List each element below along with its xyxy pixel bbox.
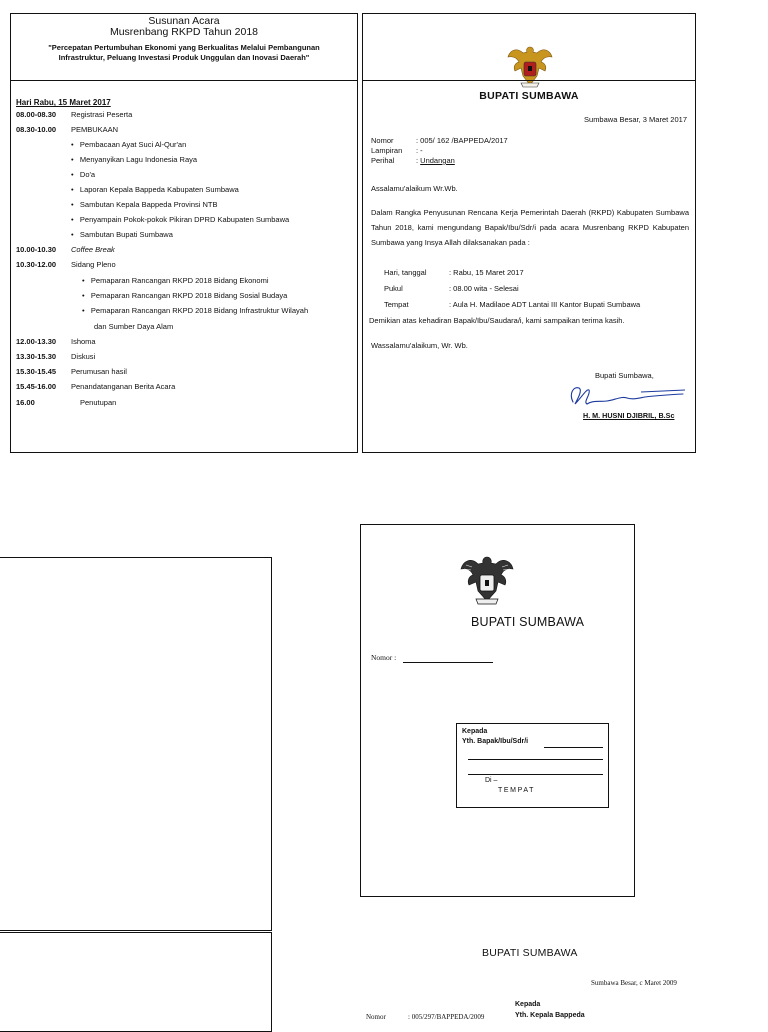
letter2-yth: Yth. Kepala Bappeda <box>515 1012 585 1019</box>
agenda-item: • Laporan Kepala Bappeda Kabupaten Sumbawa <box>71 185 239 194</box>
garuda-emblem-icon <box>507 43 553 91</box>
blank-panel-bottom <box>0 932 272 1032</box>
agenda-item: • Penyampain Pokok-pokok Pikiran DPRD Kabupaten Sumbawa <box>71 215 290 224</box>
agenda-item: • Pemaparan Rancangan RKPD 2018 Bidang Sosial Budaya <box>82 291 288 300</box>
blank-panel-top <box>0 557 272 931</box>
letter-body: Dalam Rangka Penyusunan Rencana Kerja Pemerintah Daerah (RKPD) Kabupaten Sumbawa Tahun 2018, kami mengundang Bapak/Ibu/Sdr/i pada acara Musrenbang RKPD Kabupaten Sumbawa yang Insya Allah dilaksanakan pada : <box>371 208 689 247</box>
lampiran-label: Lampiran <box>371 146 403 155</box>
letter2-nomor-value: : 005/297/BAPPEDA/2009 <box>408 1013 485 1021</box>
schedule-panel <box>10 13 358 453</box>
schedule-subtitle: Musrenbang RKPD Tahun 2018 <box>109 26 259 38</box>
tempat-label: Tempat <box>384 300 409 309</box>
invitation-letter-panel <box>362 13 696 453</box>
letter-heading: BUPATI SUMBAWA <box>479 90 579 102</box>
letter-place-date: Sumbawa Besar, 3 Maret 2017 <box>584 115 687 124</box>
letter2-kepada: Kepada <box>515 1001 541 1008</box>
tempat-value: : Aula H. Madilaoe ADT Lantai III Kantor Bupati Sumbawa <box>449 300 641 309</box>
schedule-row: 10.30-12.00 Sidang Pleno <box>16 260 116 269</box>
hari-label: Hari, tanggal <box>384 268 427 277</box>
schedule-row: 08.00-08.30 Registrasi Peserta <box>16 110 133 119</box>
envelope-panel <box>360 524 635 897</box>
schedule-header <box>11 14 357 81</box>
letter2-place-date: Sumbawa Besar, c Maret 2009 <box>591 979 677 987</box>
schedule-title: Susunan Acara <box>148 15 220 27</box>
lampiran-value: : - <box>416 146 423 155</box>
schedule-row: 12.00-13.30 Ishoma <box>16 337 96 346</box>
schedule-row: 10.00-10.30 Coffee Break <box>16 245 115 254</box>
pukul-label: Pukul <box>384 284 403 293</box>
di-label: Di – <box>485 777 498 784</box>
garuda-emblem-icon <box>460 553 514 609</box>
schedule-row: 08.30-10.00 PEMBUKAAN <box>16 125 119 134</box>
agenda-item: • Pemaparan Rancangan RKPD 2018 Bidang Ekonomi <box>82 276 269 285</box>
header-divider <box>363 80 695 81</box>
address-underline <box>468 759 603 760</box>
agenda-item: • Menyanyikan Lagu Indonesia Raya <box>71 155 198 164</box>
address-box <box>456 723 609 808</box>
nomor-value: : 005/ 162 /BAPPEDA/2017 <box>416 136 508 145</box>
schedule-row: 15.45-16.00 Penandatanganan Berita Acara <box>16 382 176 391</box>
signoff: Bupati Sumbawa, <box>595 371 654 380</box>
address-underline <box>468 774 603 775</box>
agenda-item: • Sambutan Bupati Sumbawa <box>71 230 173 239</box>
schedule-row: 13.30-15.30 Diskusi <box>16 352 96 361</box>
agenda-item-continuation: dan Sumber Daya Alam <box>94 322 174 331</box>
schedule-row: 16.00 Penutupan <box>16 398 117 407</box>
perihal-label: Perihal <box>371 156 395 165</box>
agenda-item: • Do'a <box>71 170 96 179</box>
agenda-item: • Pembacaan Ayat Suci Al-Qur'an <box>71 140 187 149</box>
yth-label: Yth. Bapak/Ibu/Sdr/i <box>462 738 529 745</box>
nomor-label: Nomor <box>371 136 394 145</box>
perihal-value: : Undangan <box>416 156 455 165</box>
signer-name: H. M. HUSNI DJIBRIL, B.Sc <box>583 411 675 420</box>
pukul-value: : 08.00 wita - Selesai <box>449 284 519 293</box>
letter-closing: Demikian atas kehadiran Bapak/Ibu/Saudara/i, kami sampaikan terima kasih. <box>369 316 625 325</box>
tempat-label: TEMPAT <box>498 787 535 794</box>
schedule-theme: "Percepatan Pertumbuhan Ekonomi yang Berkualitas Melalui Pembangunan Infrastruktur, Peluang Investasi Produk Unggulan dan Inovasi Daerah" <box>48 43 320 62</box>
letter-greeting: Assalamu'alaikum Wr.Wb. <box>371 184 458 193</box>
schedule-row: 15.30-15.45 Perumusan hasil <box>16 367 127 376</box>
agenda-item: • Sambutan Kepala Bappeda Provinsi NTB <box>71 200 218 209</box>
nomor-underline <box>403 662 493 663</box>
signature-icon <box>563 380 693 412</box>
letter2-heading: BUPATI SUMBAWA <box>482 947 578 959</box>
agenda-item: • Pemaparan Rancangan RKPD 2018 Bidang Infrastruktur Wilayah <box>82 306 309 315</box>
schedule-date-heading: Hari Rabu, 15 Maret 2017 <box>16 98 111 107</box>
address-underline <box>544 747 603 748</box>
letter2-nomor-label: Nomor <box>366 1013 386 1021</box>
envelope-nomor-label: Nomor : <box>371 653 397 662</box>
letter-farewell: Wassalamu'alaikum, Wr. Wb. <box>371 341 468 350</box>
kepada-label: Kepada <box>462 728 488 735</box>
hari-value: : Rabu, 15 Maret 2017 <box>449 268 524 277</box>
envelope-heading: BUPATI SUMBAWA <box>471 615 585 629</box>
